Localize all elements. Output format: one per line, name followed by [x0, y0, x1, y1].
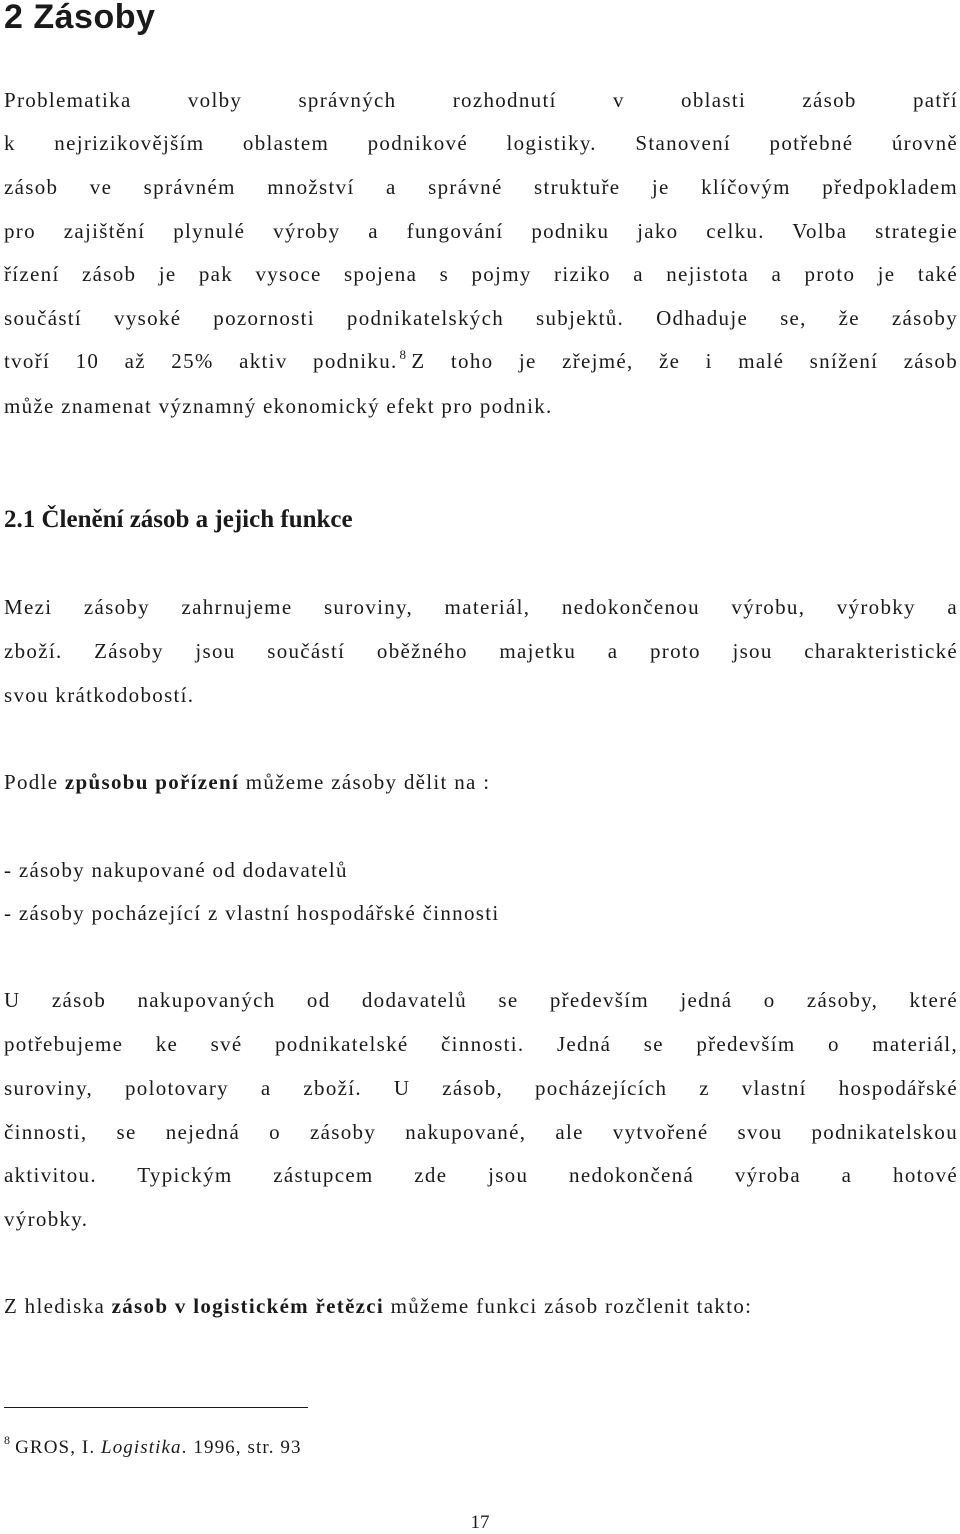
- paragraph-line: [4, 767, 958, 797]
- paragraph-text: můžeme funkci zásob rozčlenit takto:: [390, 1294, 753, 1318]
- footnote-number: 8: [4, 1433, 12, 1447]
- paragraph-text: Z toho je zřejmé, že i malé snížení zásob: [411, 349, 959, 373]
- paragraph-line: součástí vysoké pozornosti podnikatelských subjektů. Odhaduje se, že zásoby: [4, 306, 958, 330]
- paragraph-line: činnosti, se nejedná o zásoby nakupované, ale vytvořené svou podnikatelskou: [4, 1120, 958, 1144]
- paragraph-line-with-footnote: [4, 346, 958, 379]
- paragraph-line: svou krátkodobostí.: [4, 683, 195, 707]
- footnote-separator: [4, 1407, 308, 1408]
- paragraph-line: aktivitou. Typickým zástupcem zde jsou nedokončená výroba a hotové: [4, 1163, 958, 1187]
- paragraph-text: můžeme zásoby dělit na :: [245, 770, 491, 794]
- paragraph-line: zboží. Zásoby jsou součástí oběžného majetku a proto jsou charakteristické: [4, 639, 958, 663]
- list-item: - zásoby nakupované od dodavatelů: [4, 858, 348, 882]
- paragraph-text: Z hlediska: [4, 1294, 106, 1318]
- chapter-title: 2 Zásoby: [4, 0, 156, 36]
- paragraph-line: suroviny, polotovary a zboží. U zásob, pocházejících z vlastní hospodářské: [4, 1076, 958, 1100]
- paragraph-line: zásob ve správném množství a správné struktuře je klíčovým předpokladem: [4, 175, 958, 199]
- paragraph-line: výrobky.: [4, 1207, 89, 1231]
- paragraph-line: potřebujeme ke své podnikatelské činnosti. Jedná se především o materiál,: [4, 1032, 958, 1056]
- paragraph-line: řízení zásob je pak vysoce spojena s pojmy riziko a nejistota a proto je také: [4, 262, 958, 286]
- paragraph-text: tvoří 10 až 25% aktiv podniku.: [4, 349, 398, 373]
- paragraph-line: k nejrizikovějším oblastem podnikové logistiky. Stanovení potřebné úrovně: [4, 131, 958, 155]
- paragraph-line: U zásob nakupovaných od dodavatelů se především jedná o zásoby, které: [4, 988, 958, 1012]
- footnote-details: . 1996, str. 93: [181, 1437, 302, 1458]
- section-heading: 2.1 Členění zásob a jejich funkce: [4, 506, 353, 533]
- paragraph-text: Podle: [4, 770, 59, 794]
- footnote-reference: 8: [399, 347, 408, 362]
- bold-term: způsobu pořízení: [64, 770, 240, 794]
- bold-term: zásob v logistickém řetězci: [111, 1294, 385, 1318]
- paragraph-line: [4, 1291, 958, 1321]
- footnote-author: GROS, I.: [15, 1437, 96, 1458]
- page-number: 17: [470, 1512, 490, 1533]
- paragraph-line: Mezi zásoby zahrnujeme suroviny, materiál, nedokončenou výrobu, výrobky a: [4, 595, 958, 619]
- footnote: [4, 1433, 302, 1459]
- list-item: - zásoby pocházející z vlastní hospodářské činnosti: [4, 901, 500, 925]
- paragraph-line: Problematika volby správných rozhodnutí v oblasti zásob patří: [4, 88, 958, 112]
- footnote-title: Logistika: [101, 1437, 182, 1458]
- paragraph-line: pro zajištění plynulé výroby a fungování podniku jako celku. Volba strategie: [4, 219, 958, 243]
- paragraph-line: může znamenat významný ekonomický efekt pro podnik.: [4, 394, 553, 418]
